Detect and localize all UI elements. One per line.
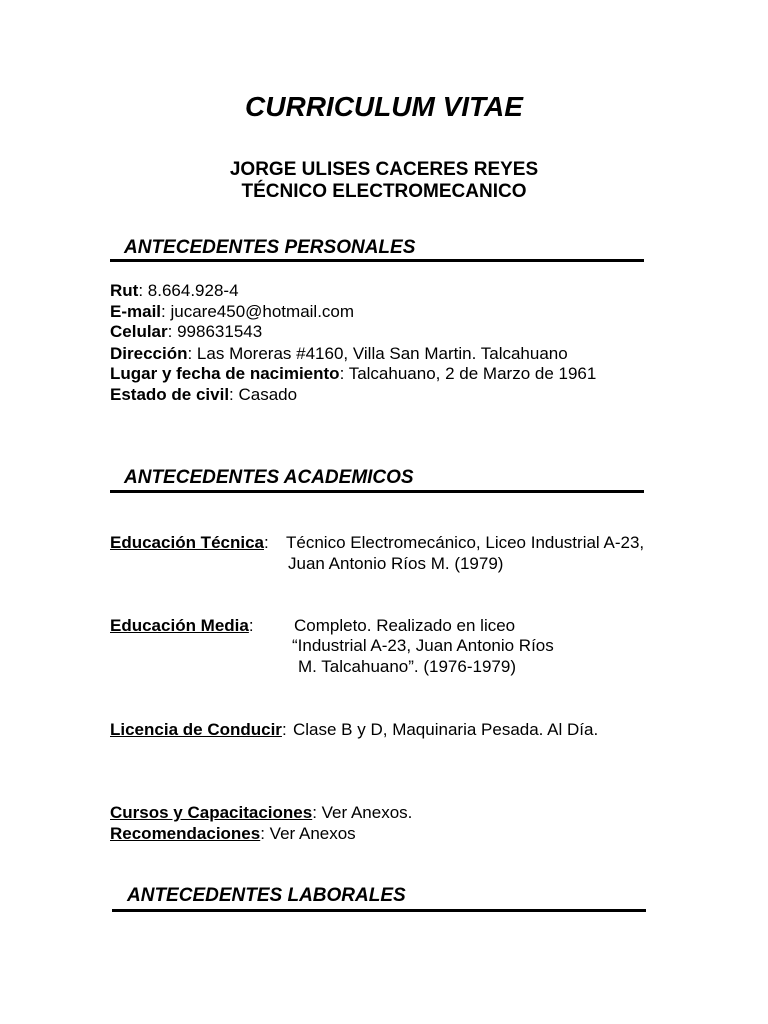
field-civil xyxy=(110,385,297,405)
section-divider-work xyxy=(112,909,646,912)
license-value: Clase B y D, Maquinaria Pesada. Al Día. xyxy=(293,720,599,739)
references-title: Recomendaciones xyxy=(110,824,261,843)
candidate-profession: TÉCNICO ELECTROMECANICO xyxy=(241,181,527,202)
education-media-line3: M. Talcahuano”. (1976-1979) xyxy=(298,657,516,676)
field-rut-value: : 8.664.928-4 xyxy=(138,281,239,300)
education-technical-title: Educación Técnica xyxy=(110,533,264,552)
document-title: CURRICULUM VITAE xyxy=(245,91,523,122)
education-media-title: Educación Media xyxy=(110,616,249,635)
field-email-value: : jucare450@hotmail.com xyxy=(161,302,355,321)
education-media-label xyxy=(110,616,254,636)
education-media-line1: Completo. Realizado en liceo xyxy=(294,616,516,635)
section-heading-work: ANTECEDENTES LABORALES xyxy=(127,885,406,906)
field-rut xyxy=(110,281,239,301)
education-media-sep: : xyxy=(248,616,254,635)
field-email xyxy=(110,302,354,322)
field-rut-label: Rut xyxy=(110,281,139,300)
section-divider-personal xyxy=(110,259,644,262)
license-sep: : xyxy=(281,720,287,739)
education-technical-label xyxy=(110,533,269,553)
candidate-name: JORGE ULISES CACERES REYES xyxy=(229,159,539,180)
courses-line xyxy=(110,803,412,823)
license-label xyxy=(110,720,287,740)
education-technical-line2: Juan Antonio Ríos M. (1979) xyxy=(288,554,504,573)
field-civil-value: : Casado xyxy=(229,385,298,404)
references-value: : Ver Anexos xyxy=(260,824,356,843)
courses-value: : Ver Anexos. xyxy=(312,803,413,822)
section-divider-academic xyxy=(110,490,644,493)
section-heading-academic: ANTECEDENTES ACADEMICOS xyxy=(124,467,414,488)
field-phone-label: Celular xyxy=(110,322,168,341)
field-birth-label: Lugar y fecha de nacimiento xyxy=(110,364,340,383)
education-technical-sep: : xyxy=(264,533,269,552)
field-birth-value: : Talcahuano, 2 de Marzo de 1961 xyxy=(339,364,597,383)
field-email-label: E-mail xyxy=(110,302,162,321)
license-title: Licencia de Conducir xyxy=(110,720,282,739)
field-address-label: Dirección xyxy=(110,344,188,363)
field-phone xyxy=(110,322,262,342)
education-media-line2: “Industrial A-23, Juan Antonio Ríos xyxy=(292,636,554,655)
field-phone-value: : 998631543 xyxy=(167,322,263,341)
courses-title: Cursos y Capacitaciones xyxy=(110,803,313,822)
references-line xyxy=(110,824,356,844)
field-address-value: : Las Moreras #4160, Villa San Martin. Talcahuano xyxy=(187,344,568,363)
field-birth xyxy=(110,364,596,384)
field-address xyxy=(110,344,568,364)
education-technical-line1: Técnico Electromecánico, Liceo Industrial A-23, xyxy=(286,533,645,552)
section-heading-personal: ANTECEDENTES PERSONALES xyxy=(124,237,416,258)
field-civil-label: Estado de civil xyxy=(110,385,230,404)
